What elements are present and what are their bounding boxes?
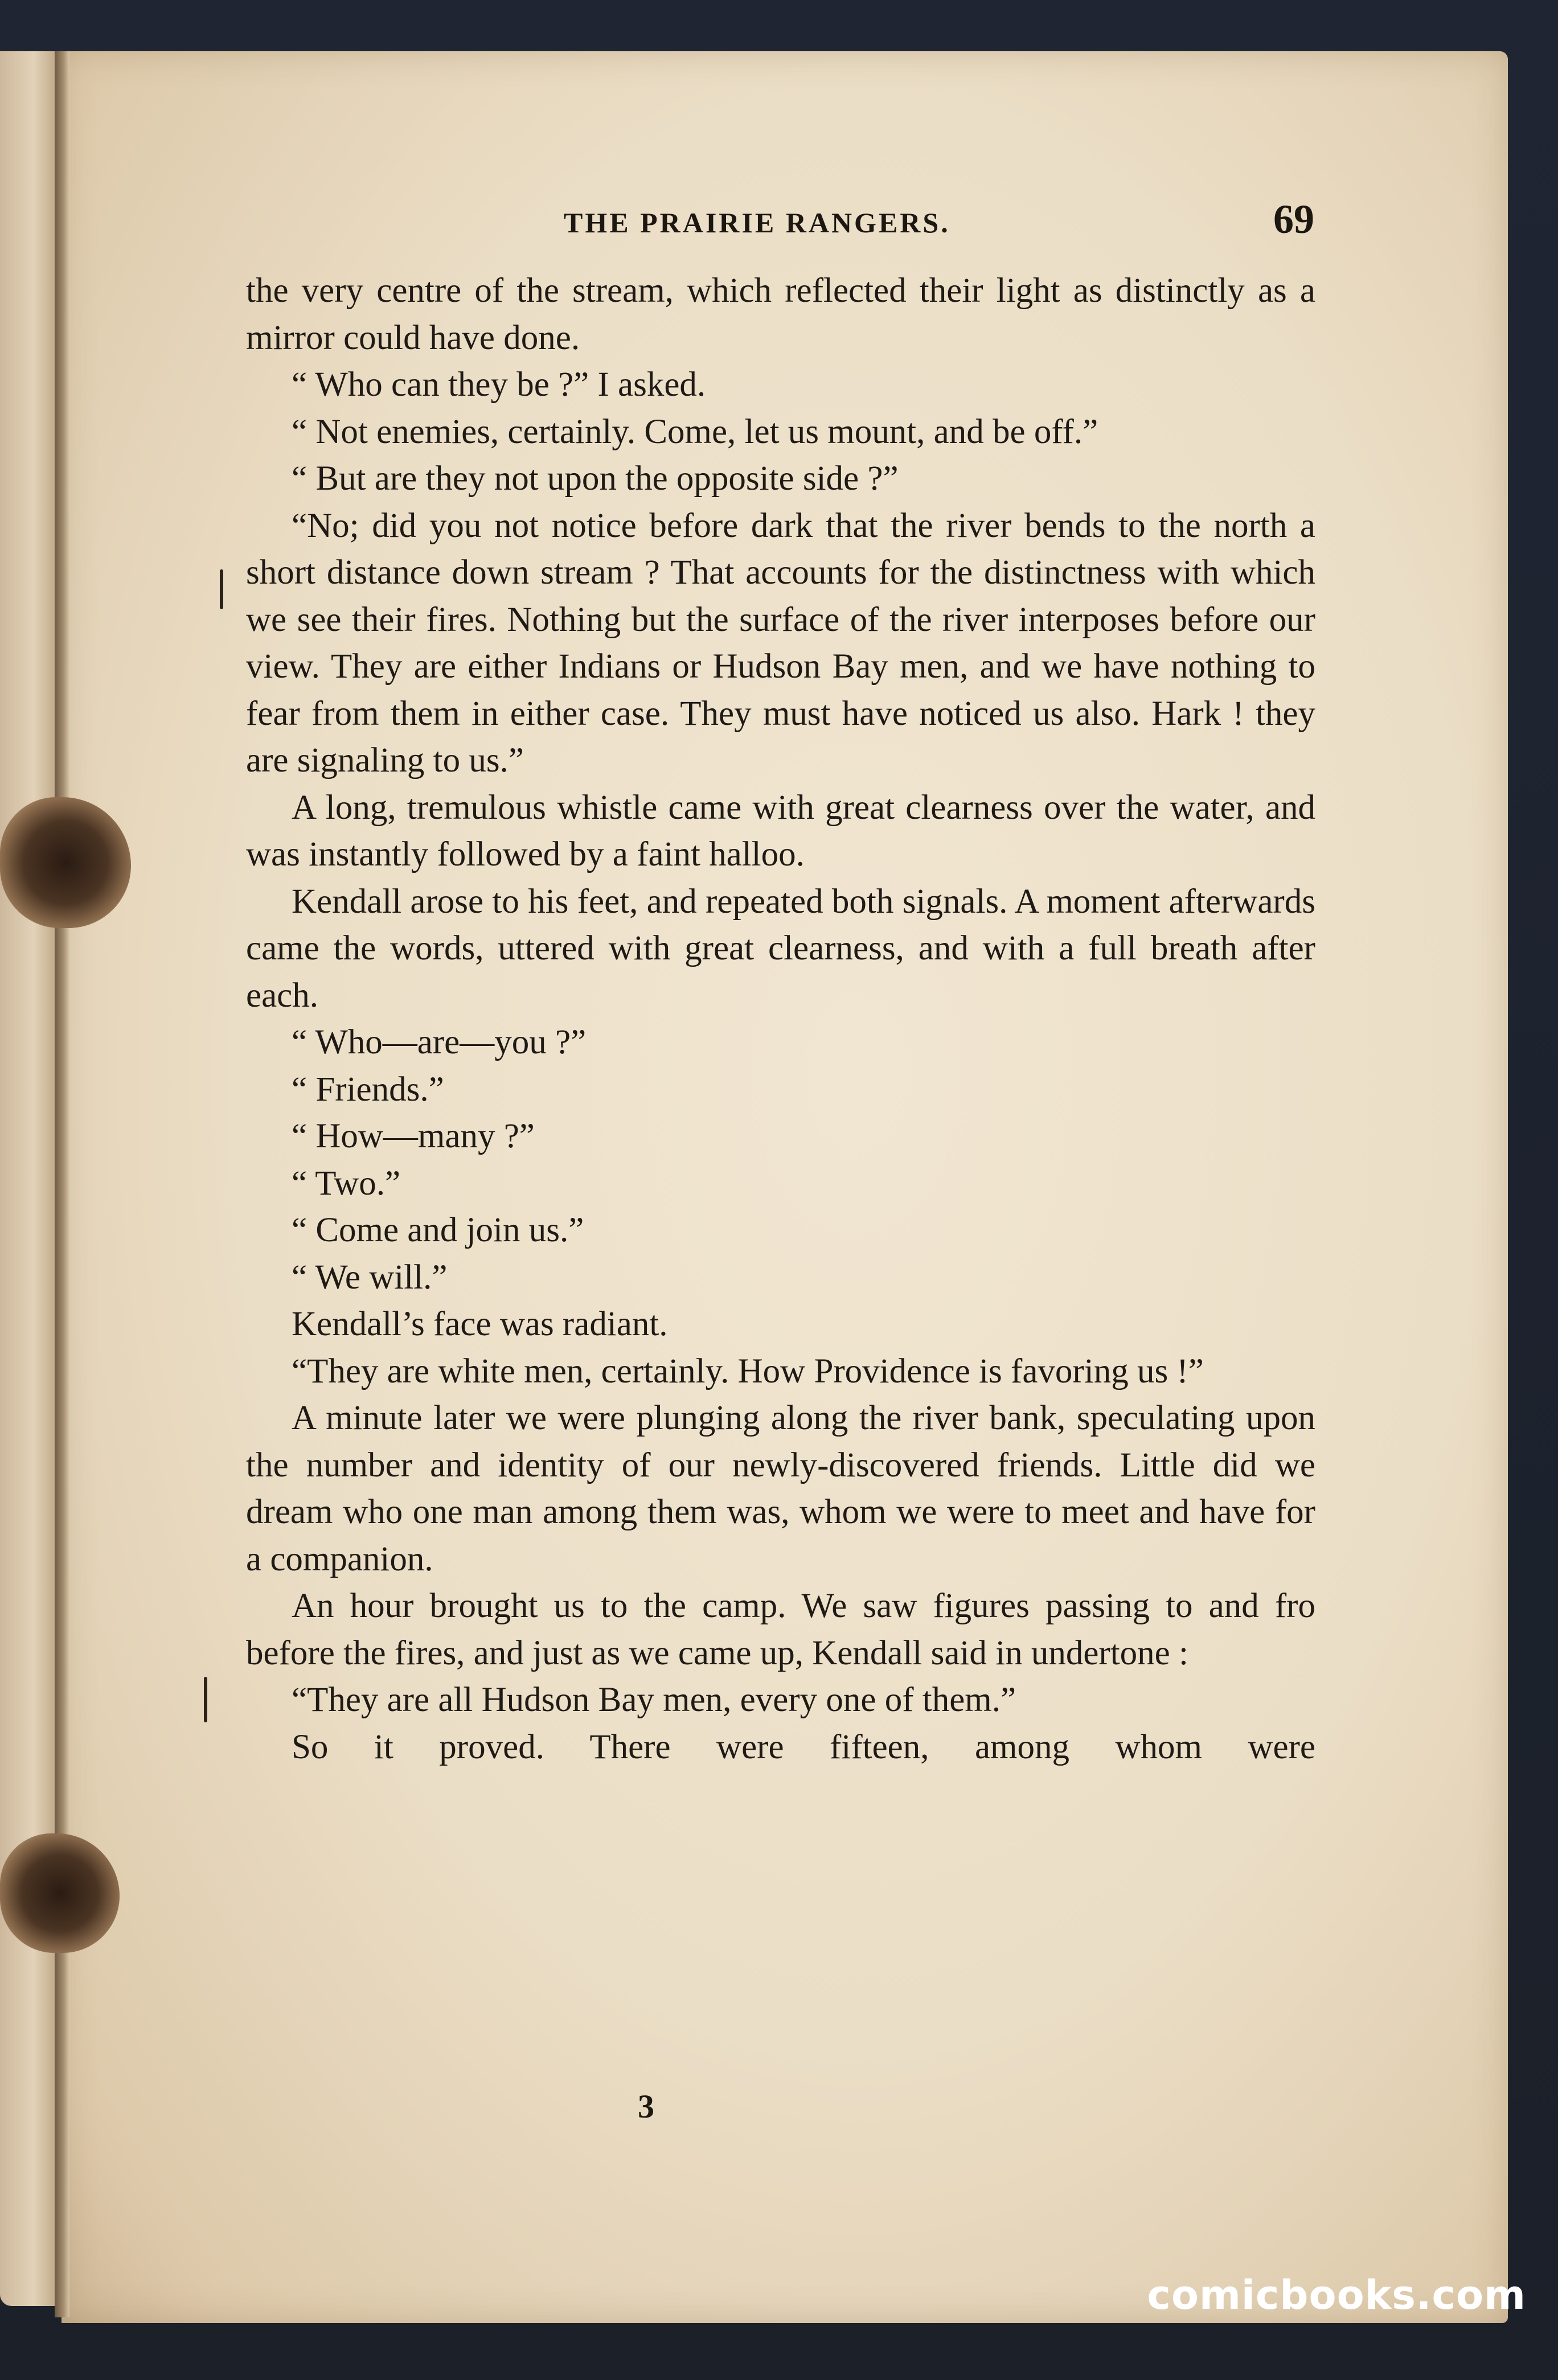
running-head: THE PRAIRIE RANGERS. <box>564 207 950 239</box>
paragraph: “No; did you not notice before dark that the river bends to the north a short distance down stream ? That accounts for the distinctness with which we see their fires. Nothing but the surface of the river interposes before our view. They are either Indians or Hudson Bay men, and we have nothing to fear from them in either case. They must have noticed us also. Hark ! they are signaling to us.” <box>246 506 1315 779</box>
page-gutter <box>55 51 69 2317</box>
paragraph: “ Not enemies, certainly. Come, let us mount, and be off.” <box>292 412 1098 451</box>
paragraph: “ We will.” <box>292 1258 448 1296</box>
paragraph: “They are white men, certainly. How Providence is favoring us !” <box>292 1352 1204 1390</box>
paragraph: A long, tremulous whistle came with great clearness over the water, and was instantly followed by a faint halloo. <box>246 788 1315 873</box>
paragraph: Kendall arose to his feet, and repeated both signals. A moment afterwards came the words, uttered with great clearness, and with a full breath after each. <box>246 882 1315 1015</box>
paragraph: “ Two.” <box>292 1164 401 1203</box>
page-number: 69 <box>1273 196 1314 242</box>
paragraph: “ Friends.” <box>292 1070 444 1109</box>
paragraph: “They are all Hudson Bay men, every one of them.” <box>292 1681 1016 1719</box>
paragraph: the very centre of the stream, which reflected their light as distinctly as a mirror could have done. <box>246 272 1315 357</box>
body-text <box>246 268 1315 1771</box>
paragraph: “ But are they not upon the opposite side ?” <box>292 459 899 498</box>
paragraph: “ Come and join us.” <box>292 1211 584 1249</box>
paragraph: “ Who—are—you ?” <box>292 1023 587 1061</box>
paragraph: “ How—many ?” <box>292 1117 535 1155</box>
signature-mark: 3 <box>638 2088 654 2125</box>
paragraph: “ Who can they be ?” I asked. <box>292 366 706 404</box>
paragraph: An hour brought us to the camp. We saw figures passing to and fro before the fires, and just as we came up, Kendall said in undertone : <box>246 1587 1315 1672</box>
previous-page-edge <box>0 51 62 2306</box>
margin-pencil-mark <box>220 569 223 609</box>
paragraph: Kendall’s face was radiant. <box>292 1305 668 1343</box>
paragraph: So it proved. There were fifteen, among whom were <box>292 1727 1315 1766</box>
margin-pencil-mark <box>204 1677 207 1722</box>
paragraph: A minute later we were plunging along the river bank, speculating upon the number and identity of our newly-discovered friends. Little did we dream who one man among them was, whom we were to meet and have for a companion. <box>246 1399 1315 1578</box>
watermark: comicbooks.com <box>1147 2272 1526 2319</box>
